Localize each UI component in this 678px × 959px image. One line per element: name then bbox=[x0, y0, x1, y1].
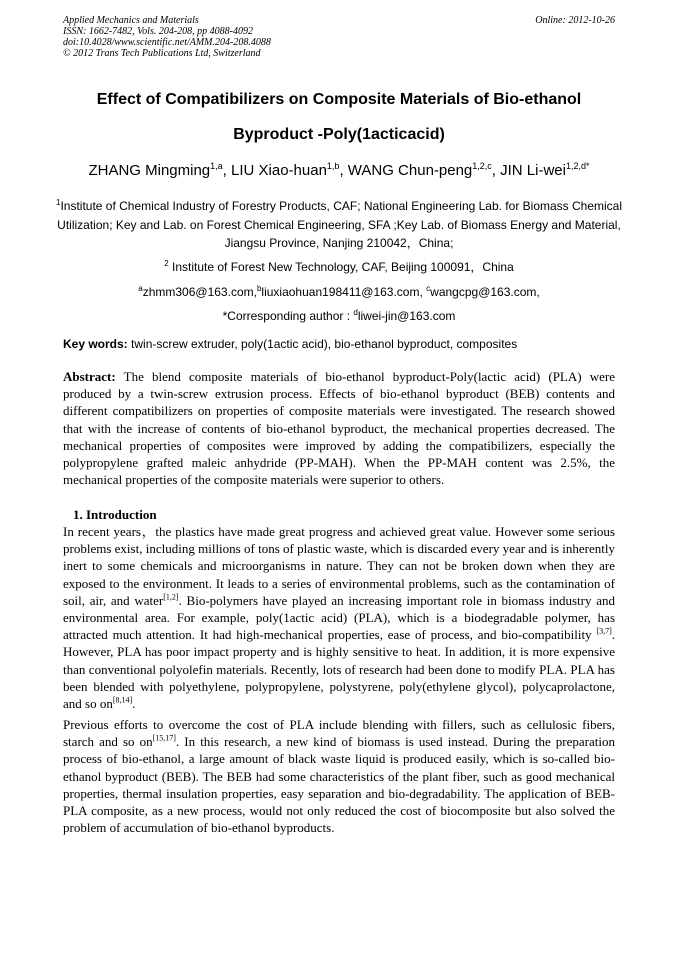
issn-line: ISSN: 1662-7482, Vols. 204-208, pp 4088-4092 bbox=[63, 26, 253, 37]
corresponding-author bbox=[50, 304, 628, 326]
corresponding-label: *Corresponding author : bbox=[222, 309, 354, 323]
abstract-label: Abstract: bbox=[63, 369, 116, 384]
author-separator: , bbox=[339, 162, 348, 179]
journal-name: Applied Mechanics and Materials bbox=[63, 15, 199, 26]
author-affiliation-mark: 1,b bbox=[326, 161, 340, 171]
email-mark: b bbox=[256, 284, 262, 293]
author-name: JIN Li-wei bbox=[500, 162, 566, 179]
author-name: LIU Xiao-huan bbox=[231, 162, 327, 179]
author-list bbox=[20, 157, 658, 180]
keywords bbox=[63, 337, 623, 352]
body-text: . Bio-polymers have played an increasing important role in biomass industry and environmental area. For example, poly(1actic acid) (PLA), which is a biodegradable polymer, has attracted much attention. It had high-mechanical properties, ease of process, and bio-compatibility bbox=[63, 592, 615, 643]
affiliation-1 bbox=[50, 194, 628, 253]
intro-paragraph-2 bbox=[63, 716, 615, 836]
author-name: ZHANG Mingming bbox=[88, 162, 211, 179]
body-text: Previous efforts to overcome the cost of PLA include blending with fillers, such as cellulosic fibers, starch and so on bbox=[63, 717, 615, 750]
paper-title-line-2: Byproduct -Poly(1acticacid) bbox=[233, 126, 445, 143]
affiliation-text: Institute of Chemical Industry of Forestry Products, CAF; National Engineering Lab. for Biomass Chemical Utilization; Key and Lab. on Forest Chemical Engineering, SFA ;Key Lab. of Biomass Energy and Material, Jiangsu Province, Nanjing 210042，China; bbox=[57, 199, 623, 250]
author-affiliation-mark: 1,2,d* bbox=[566, 161, 590, 171]
abstract bbox=[63, 368, 615, 488]
body-text: . In this research, a new kind of biomass is used instead. During the preparation process of bio-ethanol, a large amount of black waste liquid is produced easily, which is so-called bio-ethanol byproduct (BEB). The BEB had some characteristics of the plant fiber, such as good mechanical properties, thermal insulation properties, easy separation and bio-degradability. The application of BEB-PLA composite, as a new process, would not only reduced the cost of biocomposite but also solved the problem of accumulation of bio-ethanol byproducts. bbox=[63, 734, 615, 836]
paper-title-line-1: Effect of Compatibilizers on Composite Materials of Bio-ethanol bbox=[96, 91, 582, 108]
author-email[interactable]: wangcpg@163.com, bbox=[430, 285, 540, 299]
body-text: . bbox=[132, 696, 136, 712]
author-name: WANG Chun-peng bbox=[347, 162, 473, 179]
author-email[interactable]: zhmm306@163.com, bbox=[142, 285, 257, 299]
keywords-label: Key words: bbox=[63, 337, 128, 351]
citation[interactable]: [3,7] bbox=[596, 626, 612, 636]
affiliation-number: 2 bbox=[164, 259, 169, 268]
affiliation-2 bbox=[50, 255, 628, 277]
abstract-text: The blend composite materials of bio-ethanol byproduct-Poly(lactic acid) (PLA) were produced by a twin-screw extrusion process. Effects of bio-ethanol byproduct (BEB) contents and different compatibilizers on properties of composite materials were investigated. The research showed that with the increase of contents of bio-ethanol byproduct, the mechanical properties decreased. The mechanical properties of composites were improved by adding the compatibilizers, especially the polypropylene grafted maleic anhydride (PP-MAH). When the PP-MAH content was 2.5%, the mechanical properties of the composite materials were superior to others. bbox=[63, 369, 615, 488]
author-separator: , bbox=[222, 162, 232, 179]
author-affiliation-mark: 1,2,c bbox=[472, 161, 492, 171]
journal-header bbox=[63, 15, 615, 59]
body-text: . However, PLA has poor impact property and is highly sensitive to heat. In addition, it is more expensive than conventional polyolefin materials. Recently, lots of research had been done to modify PLA. PLA has been blended with polyethylene, polypropylene, polystyrene, poly(ethylene glycol), polycaprolactone, and so on bbox=[63, 627, 615, 712]
section-heading: 1. Introduction bbox=[73, 507, 157, 522]
author-emails bbox=[50, 280, 628, 302]
corresponding-email[interactable]: liwei-jin@163.com bbox=[357, 309, 456, 323]
affiliation-number: 1 bbox=[55, 198, 61, 207]
citation[interactable]: [1,2] bbox=[163, 592, 179, 602]
online-date: Online: 2012-10-26 bbox=[535, 15, 615, 26]
email-mark: d bbox=[353, 308, 358, 317]
citation[interactable]: [15,17] bbox=[152, 733, 176, 743]
body-text: In recent years，the plastics have made great progress and achieved great value. However some serious problems exist, including millions of tons of plastic waste, which is discarded every year and is inherently inert to some chemicals and microorganisms in nature. They can not be broken down when they are exposed to the environment. It leads to a series of environmental problems, such as the contamination of soil, air, and water bbox=[63, 524, 615, 608]
doi-line: doi:10.4028/www.scientific.net/AMM.204-208.4088 bbox=[63, 37, 271, 48]
email-mark: a bbox=[138, 284, 143, 293]
keywords-text: twin-screw extruder, poly(1actic acid), bio-ethanol byproduct, composites bbox=[127, 337, 518, 351]
copyright-line: © 2012 Trans Tech Publications Ltd, Switzerland bbox=[63, 48, 261, 59]
email-mark: c bbox=[426, 284, 431, 293]
citation[interactable]: [8,14] bbox=[112, 695, 133, 705]
author-email[interactable]: liuxiaohuan198411@163.com, bbox=[261, 285, 427, 299]
intro-paragraph-1 bbox=[63, 523, 615, 712]
author-separator: , bbox=[491, 162, 501, 179]
affiliation-text: Institute of Forest New Technology, CAF, Beijing 100091，China bbox=[168, 260, 514, 274]
author-affiliation-mark: 1,a bbox=[210, 161, 223, 171]
